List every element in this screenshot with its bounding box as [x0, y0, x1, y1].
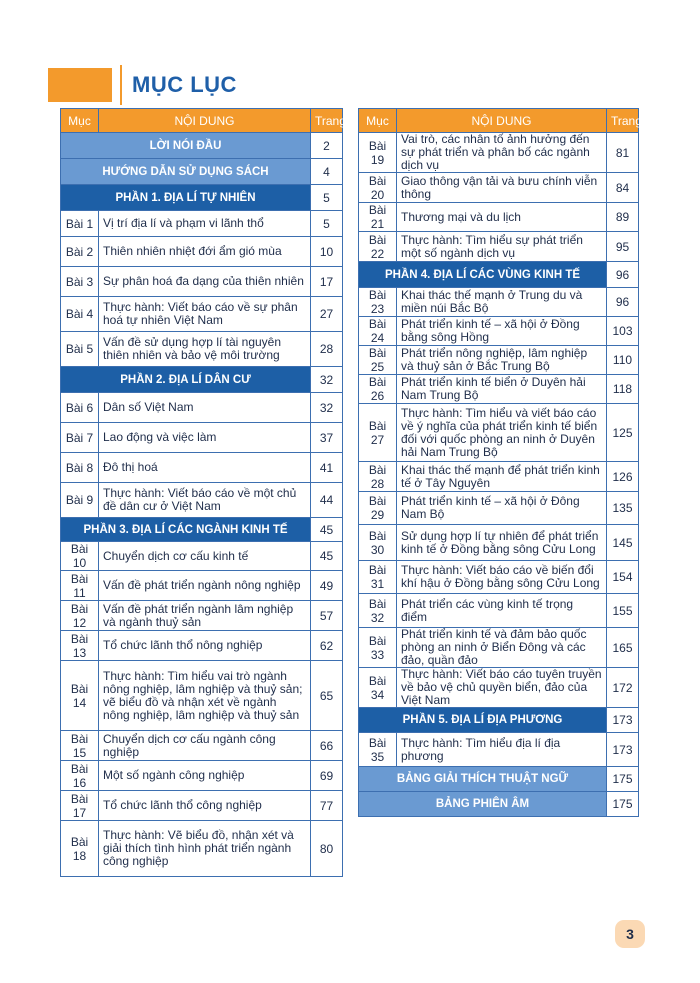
- toc-row[interactable]: [359, 628, 639, 668]
- lesson-number: Bài 4: [61, 297, 99, 332]
- lesson-title[interactable]: Thiên nhiên nhiệt đới ẩm gió mùa: [99, 237, 311, 267]
- table-header-row: [359, 109, 639, 133]
- toc-row[interactable]: [359, 133, 639, 173]
- toc-section-row[interactable]: [61, 367, 343, 393]
- lesson-number: Bài 17: [61, 791, 99, 821]
- toc-row[interactable]: [61, 731, 343, 761]
- page-ref: 84: [607, 173, 639, 203]
- toc-row[interactable]: [61, 393, 343, 423]
- lesson-number: Bài 15: [61, 731, 99, 761]
- lesson-title[interactable]: Thực hành: Tìm hiểu địa lí địa phương: [397, 733, 607, 767]
- lesson-title[interactable]: Thực hành: Viết báo cáo về biến đổi khí hậu ở Đồng bằng sông Cửu Long: [397, 561, 607, 594]
- table-header-row: [61, 109, 343, 133]
- page-ref: 103: [607, 317, 639, 346]
- toc-table-right: [358, 108, 642, 817]
- toc-row[interactable]: [61, 761, 343, 791]
- page-number-badge: 3: [615, 920, 645, 948]
- page-ref: 77: [311, 791, 343, 821]
- lesson-number: Bài 35: [359, 733, 397, 767]
- toc-row[interactable]: [61, 332, 343, 367]
- page-ref: 125: [607, 404, 639, 462]
- page-ref: 172: [607, 668, 639, 708]
- toc-row[interactable]: [359, 668, 639, 708]
- lesson-number: Bài 32: [359, 594, 397, 628]
- toc-row[interactable]: [61, 821, 343, 877]
- page-ref: 126: [607, 462, 639, 492]
- section-title[interactable]: LỜI NÓI ĐẦU: [61, 133, 311, 159]
- page-ref: 135: [607, 492, 639, 525]
- lesson-number: Bài 7: [61, 423, 99, 453]
- toc-row[interactable]: [359, 375, 639, 404]
- lesson-number: Bài 2: [61, 237, 99, 267]
- toc-row[interactable]: [359, 203, 639, 232]
- lesson-title[interactable]: Vấn đề phát triển ngành nông nghiệp: [99, 571, 311, 601]
- lesson-number: Bài 21: [359, 203, 397, 232]
- lesson-title[interactable]: Thực hành: Viết báo cáo về sự phân hoá tự nhiên Việt Nam: [99, 297, 311, 332]
- toc-row[interactable]: [359, 173, 639, 203]
- page-ref: 5: [311, 211, 343, 237]
- section-title[interactable]: PHẦN 2. ĐỊA LÍ DÂN CƯ: [61, 367, 311, 393]
- toc-row[interactable]: [61, 297, 343, 332]
- page-ref: 17: [311, 267, 343, 297]
- lesson-number: Bài 20: [359, 173, 397, 203]
- lesson-title[interactable]: Chuyển dịch cơ cấu ngành công nghiệp: [99, 731, 311, 761]
- toc-row[interactable]: [61, 791, 343, 821]
- section-title[interactable]: PHẦN 3. ĐỊA LÍ CÁC NGÀNH KINH TẾ: [61, 518, 311, 542]
- lesson-title[interactable]: Dân số Việt Nam: [99, 393, 311, 423]
- lesson-number: Bài 27: [359, 404, 397, 462]
- lesson-title[interactable]: Thực hành: Tìm hiểu vai trò ngành nông nghiệp, lâm nghiệp và thuỷ sản; vẽ biểu đồ và nhận xét về ngành nông nghiệp, lâm nghiệp và thuỷ sản: [99, 661, 311, 731]
- toc-row[interactable]: [61, 267, 343, 297]
- lesson-title[interactable]: Thực hành: Vẽ biểu đồ, nhận xét và giải thích tình hình phát triển ngành công nghiệp: [99, 821, 311, 877]
- section-title[interactable]: PHẦN 1. ĐỊA LÍ TỰ NHIÊN: [61, 185, 311, 211]
- lesson-number: Bài 9: [61, 483, 99, 518]
- toc-row[interactable]: [61, 542, 343, 571]
- toc-row[interactable]: [61, 571, 343, 601]
- lesson-title[interactable]: Giao thông vận tải và bưu chính viễn thông: [397, 173, 607, 203]
- page-ref: 96: [607, 288, 639, 317]
- lesson-title[interactable]: Một số ngành công nghiệp: [99, 761, 311, 791]
- page-ref: 173: [607, 708, 639, 733]
- toc-row[interactable]: [61, 237, 343, 267]
- page-ref: 175: [607, 767, 639, 792]
- column-header-trang: Trang: [311, 109, 343, 133]
- lesson-title[interactable]: Vị trí địa lí và phạm vi lãnh thổ: [99, 211, 311, 237]
- lesson-title[interactable]: Khai thác thế mạnh để phát triển kinh tế ở Tây Nguyên: [397, 462, 607, 492]
- lesson-title[interactable]: Vai trò, các nhân tố ảnh hưởng đến sự phát triển và phân bố các ngành dịch vụ: [397, 133, 607, 173]
- toc-section-row[interactable]: [61, 185, 343, 211]
- page-ref: 66: [311, 731, 343, 761]
- page-ref: 27: [311, 297, 343, 332]
- lesson-number: Bài 33: [359, 628, 397, 668]
- page-ref: 155: [607, 594, 639, 628]
- lesson-title[interactable]: Phát triển kinh tế – xã hội ở Đông Nam Bộ: [397, 492, 607, 525]
- lesson-number: Bài 31: [359, 561, 397, 594]
- column-header-noi-dung: NỘI DUNG: [99, 109, 311, 133]
- toc-section-row[interactable]: [61, 133, 343, 159]
- section-title[interactable]: BẢNG GIẢI THÍCH THUẬT NGỮ: [359, 767, 607, 792]
- toc-row[interactable]: [61, 211, 343, 237]
- toc-row[interactable]: [359, 317, 639, 346]
- page-ref: 95: [607, 232, 639, 262]
- page-ref: 5: [311, 185, 343, 211]
- lesson-number: Bài 25: [359, 346, 397, 375]
- lesson-number: Bài 26: [359, 375, 397, 404]
- toc-row[interactable]: [61, 423, 343, 453]
- lesson-number: Bài 19: [359, 133, 397, 173]
- lesson-number: Bài 13: [61, 631, 99, 661]
- lesson-title[interactable]: Lao động và việc làm: [99, 423, 311, 453]
- page-ref: 173: [607, 733, 639, 767]
- lesson-title[interactable]: Phát triển kinh tế và đảm bảo quốc phòng an ninh ở Biển Đông và các đảo, quần đảo: [397, 628, 607, 668]
- toc-row[interactable]: [359, 733, 639, 767]
- lesson-title[interactable]: Phát triển kinh tế – xã hội ở Đồng bằng sông Hồng: [397, 317, 607, 346]
- lesson-number: Bài 30: [359, 525, 397, 561]
- lesson-number: Bài 6: [61, 393, 99, 423]
- column-header-muc: Mục: [61, 109, 99, 133]
- section-title[interactable]: HƯỚNG DẪN SỬ DỤNG SÁCH: [61, 159, 311, 185]
- page-ref: 81: [607, 133, 639, 173]
- lesson-number: Bài 10: [61, 542, 99, 571]
- toc-row[interactable]: [61, 601, 343, 631]
- page-ref: 4: [311, 159, 343, 185]
- toc-section-row[interactable]: [359, 767, 639, 792]
- toc-row[interactable]: [359, 594, 639, 628]
- lesson-title[interactable]: Sự phân hoá đa dạng của thiên nhiên: [99, 267, 311, 297]
- lesson-number: Bài 14: [61, 661, 99, 731]
- page-ref: 57: [311, 601, 343, 631]
- page-ref: 118: [607, 375, 639, 404]
- toc-row[interactable]: [359, 288, 639, 317]
- column-header-trang: Trang: [607, 109, 639, 133]
- page-ref: 10: [311, 237, 343, 267]
- page-ref: 165: [607, 628, 639, 668]
- lesson-number: Bài 5: [61, 332, 99, 367]
- toc-row[interactable]: [359, 525, 639, 561]
- page-ref: 145: [607, 525, 639, 561]
- lesson-title[interactable]: Thực hành: Viết báo cáo về một chủ đề dân cư ở Việt Nam: [99, 483, 311, 518]
- lesson-number: Bài 8: [61, 453, 99, 483]
- page-ref: 154: [607, 561, 639, 594]
- lesson-title[interactable]: Sử dụng hợp lí tự nhiên để phát triển kinh tế ở Đồng bằng sông Cửu Long: [397, 525, 607, 561]
- column-header-muc: Mục: [359, 109, 397, 133]
- page-ref: 45: [311, 542, 343, 571]
- section-title[interactable]: BẢNG PHIÊN ÂM: [359, 792, 607, 817]
- lesson-title[interactable]: Phát triển các vùng kinh tế trọng điểm: [397, 594, 607, 628]
- page-ref: 49: [311, 571, 343, 601]
- page-ref: 45: [311, 518, 343, 542]
- lesson-title[interactable]: Vấn đề phát triển ngành lâm nghiệp và ngành thuỷ sản: [99, 601, 311, 631]
- lesson-title[interactable]: Thực hành: Tìm hiểu và viết báo cáo về ý nghĩa của phát triển kinh tế biển đối với quốc phòng an ninh ở Duyên hải Nam Trung Bộ: [397, 404, 607, 462]
- lesson-title[interactable]: Tổ chức lãnh thổ công nghiệp: [99, 791, 311, 821]
- toc-row[interactable]: [359, 561, 639, 594]
- toc-table-left: [60, 108, 346, 877]
- section-title[interactable]: PHẦN 5. ĐỊA LÍ ĐỊA PHƯƠNG: [359, 708, 607, 733]
- toc-row[interactable]: [359, 462, 639, 492]
- toc-row[interactable]: [359, 346, 639, 375]
- toc-section-row[interactable]: [359, 708, 639, 733]
- toc-section-row[interactable]: [61, 159, 343, 185]
- page-ref: 62: [311, 631, 343, 661]
- page-ref: 44: [311, 483, 343, 518]
- page-title: MỤC LỤC: [132, 72, 237, 97]
- lesson-title[interactable]: Phát triển kinh tế biển ở Duyên hải Nam Trung Bộ: [397, 375, 607, 404]
- section-title[interactable]: PHẦN 4. ĐỊA LÍ CÁC VÙNG KINH TẾ: [359, 262, 607, 288]
- page-ref: 110: [607, 346, 639, 375]
- header-divider: [120, 65, 122, 105]
- lesson-number: Bài 34: [359, 668, 397, 708]
- column-header-noi-dung: NỘI DUNG: [397, 109, 607, 133]
- toc-row[interactable]: [61, 661, 343, 731]
- lesson-number: Bài 28: [359, 462, 397, 492]
- lesson-title[interactable]: Khai thác thế mạnh ở Trung du và miền núi Bắc Bộ: [397, 288, 607, 317]
- toc-section-row[interactable]: [359, 262, 639, 288]
- page-ref: 80: [311, 821, 343, 877]
- toc-section-row[interactable]: [61, 518, 343, 542]
- lesson-number: Bài 23: [359, 288, 397, 317]
- lesson-number: Bài 18: [61, 821, 99, 877]
- toc-row[interactable]: [61, 483, 343, 518]
- toc-row[interactable]: [359, 232, 639, 262]
- lesson-title[interactable]: Chuyển dịch cơ cấu kinh tế: [99, 542, 311, 571]
- lesson-number: Bài 3: [61, 267, 99, 297]
- header-accent-block: [48, 68, 112, 102]
- page-ref: 32: [311, 393, 343, 423]
- lesson-number: Bài 29: [359, 492, 397, 525]
- toc-row[interactable]: [61, 631, 343, 661]
- lesson-number: Bài 11: [61, 571, 99, 601]
- page-ref: 2: [311, 133, 343, 159]
- toc-header: [48, 67, 237, 103]
- lesson-number: Bài 12: [61, 601, 99, 631]
- toc-row[interactable]: [359, 492, 639, 525]
- lesson-title[interactable]: Thực hành: Tìm hiểu sự phát triển một số ngành dịch vụ: [397, 232, 607, 262]
- lesson-number: Bài 24: [359, 317, 397, 346]
- page-ref: 28: [311, 332, 343, 367]
- toc-row[interactable]: [61, 453, 343, 483]
- page-ref: 69: [311, 761, 343, 791]
- page-ref: 41: [311, 453, 343, 483]
- page-ref: 96: [607, 262, 639, 288]
- page-ref: 37: [311, 423, 343, 453]
- toc-row[interactable]: [359, 404, 639, 462]
- lesson-number: Bài 16: [61, 761, 99, 791]
- toc-section-row[interactable]: [359, 792, 639, 817]
- page-ref: 175: [607, 792, 639, 817]
- lesson-title[interactable]: Vấn đề sử dụng hợp lí tài nguyên thiên nhiên và bảo vệ môi trường: [99, 332, 311, 367]
- page-ref: 89: [607, 203, 639, 232]
- lesson-title[interactable]: Thực hành: Viết báo cáo tuyên truyền về bảo vệ chủ quyền biển, đảo của Việt Nam: [397, 668, 607, 708]
- lesson-number: Bài 22: [359, 232, 397, 262]
- lesson-title[interactable]: Phát triển nông nghiệp, lâm nghiệp và thuỷ sản ở Bắc Trung Bộ: [397, 346, 607, 375]
- lesson-number: Bài 1: [61, 211, 99, 237]
- lesson-title[interactable]: Thương mại và du lịch: [397, 203, 607, 232]
- lesson-title[interactable]: Đô thị hoá: [99, 453, 311, 483]
- page-ref: 65: [311, 661, 343, 731]
- lesson-title[interactable]: Tổ chức lãnh thổ nông nghiệp: [99, 631, 311, 661]
- page-ref: 32: [311, 367, 343, 393]
